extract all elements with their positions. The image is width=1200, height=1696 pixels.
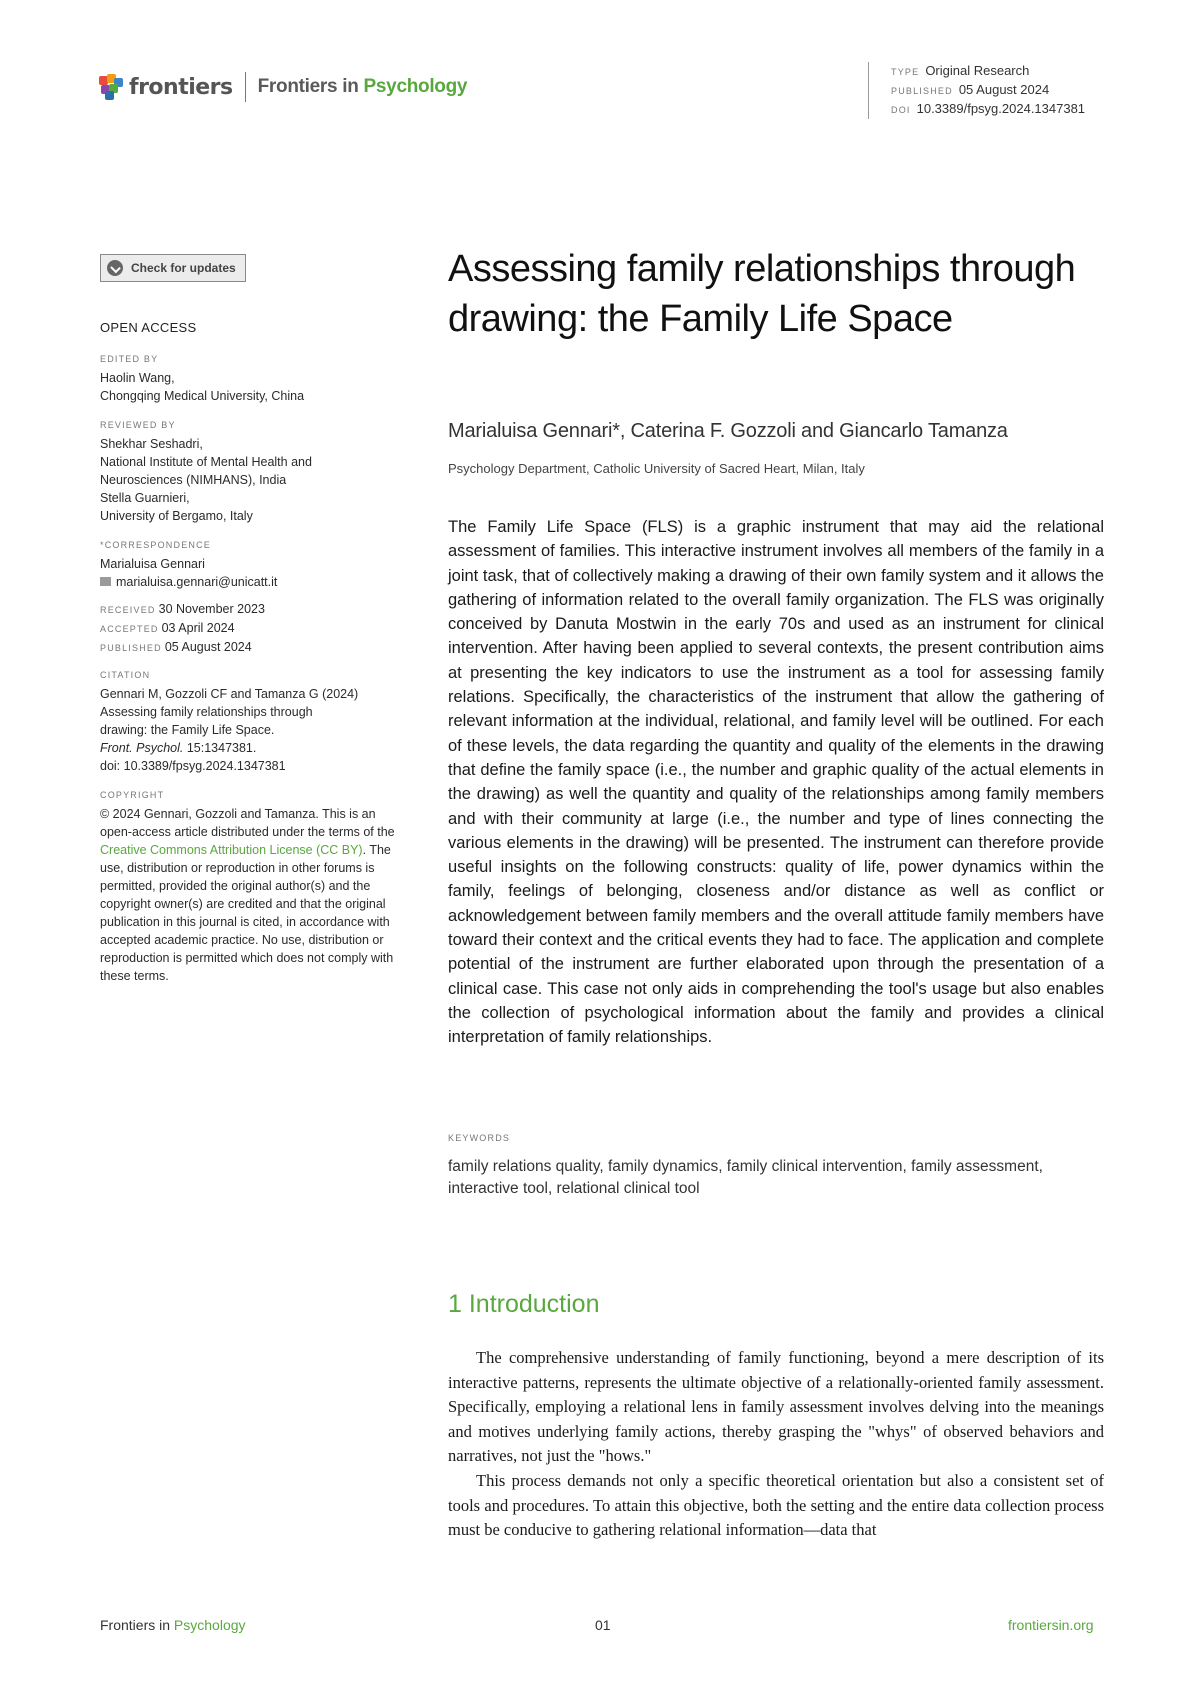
copyright-text: © 2024 Gennari, Gozzoli and Tamanza. This is an open-access article distributed under the terms of the Creative Commons Attribution License (CC BY). The use, distribution or reproduction in other forums is permitted, provided the original author(s) and the copyright owner(s) are credited and that the original publication in this journal is cited, in accordance with accepted academic practice. No use, distribution or reproduction is permitted which does not comply with these terms. [100,807,395,983]
edited-by-section: EDITED BY Haolin Wang, Chongqing Medical University, China [100,354,305,403]
header-logos [99,72,467,102]
journal-logo: Frontiers in Psychology [257,76,468,97]
footer-journal: Frontiers in Psychology [100,1617,246,1633]
cc-license-link[interactable]: Creative Commons Attribution License (CC BY) [100,843,363,857]
check-updates-label: Check for updates [131,261,236,275]
section-heading-introduction: 1 Introduction [448,1290,600,1318]
doi-row: DOI 10.3389/fpsyg.2024.1347381 [891,101,1086,116]
check-for-updates-button[interactable] [100,254,246,282]
open-access-label: OPEN ACCESS [100,320,197,335]
article-meta [868,62,1085,119]
email-icon [100,577,111,586]
footer-site-link[interactable]: frontiersin.org [1008,1617,1094,1633]
correspondence-section: *CORRESPONDENCE Marialuisa Gennari marialuisa.gennari@unicatt.it [100,538,400,591]
published-row: PUBLISHED 05 August 2024 [891,82,1050,97]
correspondence-email-link[interactable]: marialuisa.gennari@unicatt.it [100,573,400,591]
copyright-section: COPYRIGHT © 2024 Gennari, Gozzoli and Tamanza. This is an open-access article distributed under the terms of the Creative Commons Attribution License (CC BY). The use, distribution or reproduction in other forums is permitted, provided the original author(s) and the copyright owner(s) are credited and that the original publication in this journal is cited, in accordance with accepted academic practice. No use, distribution or reproduction is permitted which does not comply with these terms. [100,788,400,985]
frontiers-logo-icon [99,74,123,100]
dates-section [100,600,400,657]
keywords-label: KEYWORDS [448,1133,511,1143]
article-title: Assessing family relationships through drawing: the Family Life Space [448,248,1076,340]
affiliation: Psychology Department, Catholic University of Sacred Heart, Milan, Italy [448,461,865,476]
author-list: Marialuisa Gennari*, Caterina F. Gozzoli and Giancarlo Tamanza [448,420,1008,442]
check-updates-icon [107,260,123,276]
logo-divider [245,72,246,102]
page-number: 01 [595,1617,611,1633]
citation-section: CITATION Gennari M, Gozzoli CF and Tamanza G (2024) Assessing family relationships through drawing: the Family Life Space. Front. Psychol. 15:1347381. doi: 10.3389/fpsyg.2024.1347381 [100,670,359,773]
accepted-row: ACCEPTED 03 April 2024 [100,621,235,635]
abstract: The Family Life Space (FLS) is a graphic instrument that may aid the relational assessment of families. This interactive instrument involves all members of the family in a joint task, that of collectively making a drawing of their own family system and it allows the gathering of information related to the overall family organization. The FLS was originally conceived by Danuta Mostwin in the early 70s and used as an instrument for clinical intervention. After having been applied to several contexts, the present contribution aims at presenting the key indicators to use the instrument as a tool for assessing family relations. Specifically, the characteristics of the instrument that allow the gathering of relevant information at the individual, relational, and family level will be outlined. For each of these levels, the data regarding the quantity and quality of the elements in the drawing that define the family space (i.e., the number and graphic quality of the actual elements in the drawing) as well the quantity and quality of the relationships among family members and with their community at large (i.e., the number and type of lines connecting the various elements in the drawing) will be presented. The instrument can therefore provide useful insights on the following constructs: quality of life, power dynamics within the family, feelings of belonging, closeness and/or distance as well as conflict or acknowledgement between family members and the overall attitude family members have toward their context and the critical events they had to face. The application and complete potential of the instrument are further elaborated upon through the presentation of a clinical case. This case not only aids in comprehending the tool's usage but also enables the collection of psychological information about the family and provides a clinical interpretation of family relationships. [448,518,1104,1047]
published-row-side: PUBLISHED 05 August 2024 [100,640,252,654]
intro-paragraph: The comprehensive understanding of family functioning, beyond a mere description of its interactive patterns, represents the ultimate objective of a relationally-oriented family assessment. Specifically, employing a relational lens in family assessment involves delving into the meanings and motives underlying family actions, thereby grasping the "whys" of observed behaviors and narratives, not just the "hows." [448,1348,1104,1465]
keywords: family relations quality, family dynamics, family clinical intervention, family assessment, interactive tool, relational clinical tool [448,1158,1043,1197]
received-row: RECEIVED 30 November 2023 [100,602,265,616]
frontiers-brand: frontiers [129,74,233,100]
type-row: TYPE Original Research [891,63,1030,78]
reviewed-by-section: REVIEWED BY Shekhar Seshadri, National Institute of Mental Health and Neurosciences (NIMHANS), India Stella Guarnieri, University of Bergamo, Italy [100,420,312,523]
intro-paragraph: This process demands not only a specific theoretical orientation but also a consistent set of tools and procedures. To attain this objective, both the setting and the entire data collection process must be conducive to gathering relational information—data that [448,1471,1104,1539]
